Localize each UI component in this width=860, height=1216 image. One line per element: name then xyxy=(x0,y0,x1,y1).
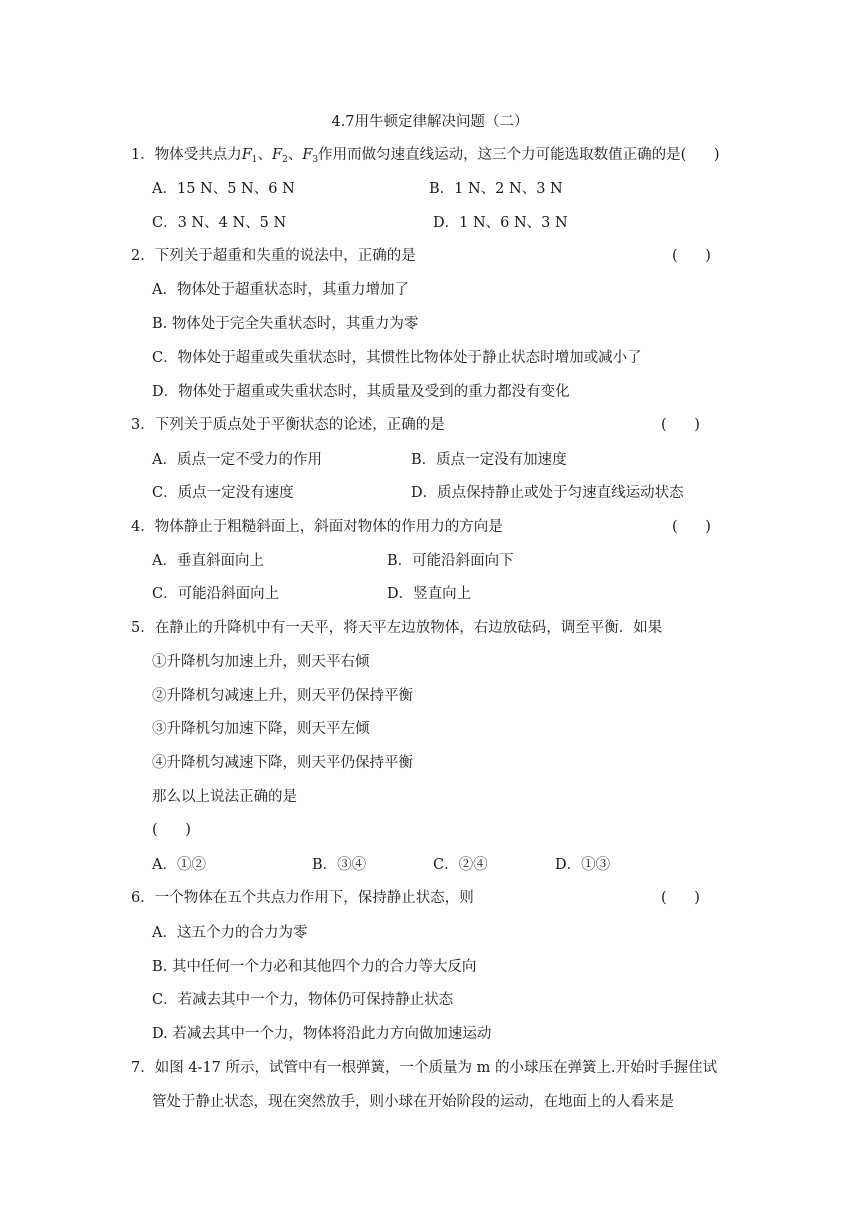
q6-option-c: C．若减去其中一个力，物体仍可保持静止状态 xyxy=(152,992,454,1008)
q6-option-a: A．这五个力的合力为零 xyxy=(152,925,308,941)
question-3-answer-blank: ( ) xyxy=(661,417,700,433)
q5-statement-2: ②升降机匀减速上升，则天平仍保持平衡 xyxy=(152,688,413,704)
q3-option-a: A．质点一定不受力的作用 xyxy=(152,452,322,468)
q5-statement-3: ③升降机匀加速下降，则天平左倾 xyxy=(152,721,370,737)
question-5-answer-blank: ( ) xyxy=(152,822,191,838)
q2-option-c: C．物体处于超重或失重状态时，其惯性比物体处于静止状态时增加或减小了 xyxy=(152,350,642,366)
force-f2-symbol: F xyxy=(272,147,283,163)
force-f3-subscript: 3 xyxy=(312,155,319,165)
q1-option-d: D．1 N、6 N、3 N xyxy=(433,215,568,231)
q5-option-a: A．①② xyxy=(152,857,206,873)
q5-option-d: D．①③ xyxy=(555,857,611,873)
question-1-stem-a: 1．物体受共点力 xyxy=(131,147,242,163)
question-6-stem: 6．一个物体在五个共点力作用下，保持静止状态，则 xyxy=(131,890,474,906)
q6-option-b: B. 其中任何一个力必和其他四个力的合力等大反向 xyxy=(152,959,477,975)
q6-option-d: D. 若减去其中一个力，物体将沿此力方向做加速运动 xyxy=(152,1026,492,1042)
q5-option-c: C．②④ xyxy=(433,857,488,873)
q4-option-b: B．可能沿斜面向下 xyxy=(387,553,514,569)
question-6-answer-blank: ( ) xyxy=(661,890,700,906)
question-3-stem: 3．下列关于质点处于平衡状态的论述，正确的是 xyxy=(131,417,445,433)
q5-question-prompt: 那么以上说法正确的是 xyxy=(152,789,297,805)
q5-statement-1: ①升降机匀加速上升，则天平右倾 xyxy=(152,654,370,670)
q1-option-b: B．1 N、2 N、3 N xyxy=(429,181,563,197)
q3-option-b: B．质点一定没有加速度 xyxy=(411,452,567,468)
q5-option-b: B．③④ xyxy=(312,857,367,873)
separator-1: 、 xyxy=(257,147,273,163)
question-2-stem: 2．下列关于超重和失重的说法中，正确的是 xyxy=(131,248,416,264)
answer-blank: ) xyxy=(686,147,720,163)
page-title: 4.7用牛顿定律解决问题（二） xyxy=(331,114,529,130)
force-f3-symbol: F xyxy=(302,147,313,163)
q2-option-b: B. 物体处于完全失重状态时，其重力为零 xyxy=(152,316,419,332)
q2-option-a: A．物体处于超重状态时，其重力增加了 xyxy=(152,282,409,298)
question-4-stem: 4．物体静止于粗糙斜面上，斜面对物体的作用力的方向是 xyxy=(131,519,503,535)
question-1-stem-b: 作用而做匀速直线运动，这三个力可能选取数值正确的是( xyxy=(318,147,687,163)
q1-option-a: A．15 N、5 N、6 N xyxy=(152,181,295,197)
force-f1-subscript: 1 xyxy=(251,155,258,165)
q4-option-a: A．垂直斜面向上 xyxy=(152,553,264,569)
q3-option-d: D．质点保持静止或处于匀速直线运动状态 xyxy=(411,485,684,501)
separator-2: 、 xyxy=(287,147,303,163)
q4-option-d: D．竖直向上 xyxy=(387,586,472,602)
q3-option-c: C．质点一定没有速度 xyxy=(152,485,294,501)
question-7-line-1: 7．如图 4-17 所示，试管中有一根弹簧，一个质量为 m 的小球压在弹簧上.开始时手握住试 xyxy=(131,1060,718,1076)
q1-option-c: C．3 N、4 N、5 N xyxy=(152,215,287,231)
force-f1-symbol: F xyxy=(241,147,252,163)
question-4-answer-blank: ( ) xyxy=(672,519,711,535)
question-2-answer-blank: ( ) xyxy=(672,248,711,264)
force-f2-subscript: 2 xyxy=(282,155,288,165)
question-1 xyxy=(131,146,720,169)
question-5-stem: 5．在静止的升降机中有一天平，将天平左边放物体，右边放砝码，调至平衡．如果 xyxy=(131,620,663,636)
q4-option-c: C．可能沿斜面向上 xyxy=(152,586,280,602)
question-7-line-2: 管处于静止状态，现在突然放手，则小球在开始阶段的运动，在地面上的人看来是 xyxy=(152,1094,674,1110)
q2-option-d: D．物体处于超重或失重状态时，其质量及受到的重力都没有变化 xyxy=(152,384,570,400)
q5-statement-4: ④升降机匀减速下降，则天平仍保持平衡 xyxy=(152,755,413,771)
